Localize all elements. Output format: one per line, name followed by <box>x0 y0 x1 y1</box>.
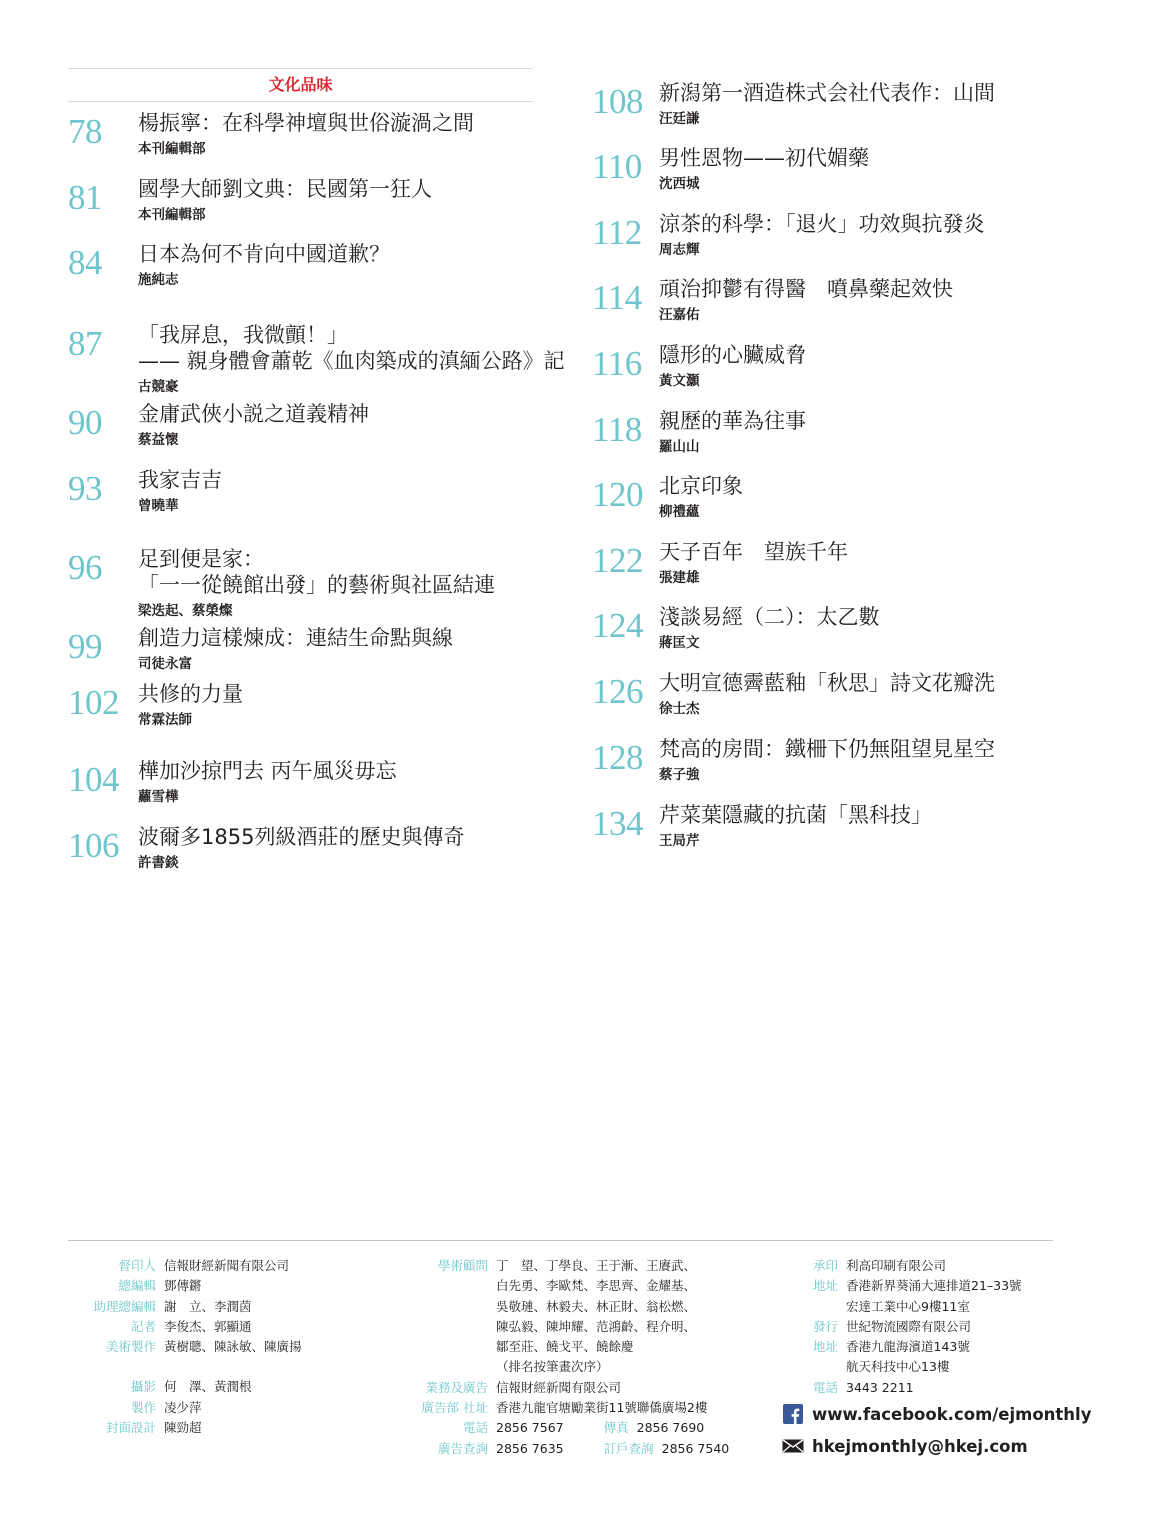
page-number: 116 <box>592 344 642 383</box>
page-number: 124 <box>592 606 643 645</box>
page-number: 102 <box>68 683 119 722</box>
masthead-label <box>400 1297 488 1317</box>
article-author: 汪廷謙 <box>659 111 700 127</box>
article-title-line: 樺加沙掠門去 丙午風災毋忘 <box>138 759 397 783</box>
masthead-value: 陳弘毅、陳坤耀、范鴻齡、程介明、 <box>496 1318 697 1334</box>
article-author: 許書錟 <box>138 855 179 871</box>
page-number: 84 <box>68 243 102 282</box>
page-number: 110 <box>592 147 642 186</box>
article-title <box>138 546 495 598</box>
masthead-label: 廣告部 社址 <box>421 1400 488 1416</box>
masthead-row <box>400 1337 729 1357</box>
page-number: 93 <box>68 469 102 508</box>
facebook-link[interactable] <box>782 1404 1091 1424</box>
article-title <box>659 473 743 499</box>
masthead-label <box>400 1337 488 1357</box>
masthead-label: 地址 <box>812 1278 838 1294</box>
article-title-line: 足到便是家： <box>138 547 264 571</box>
page-number: 90 <box>68 403 102 442</box>
masthead-label: 封面設計 <box>105 1420 156 1436</box>
masthead-label: 電話 <box>812 1379 838 1395</box>
masthead-row <box>400 1317 729 1337</box>
envelope-icon <box>782 1436 804 1456</box>
article-author: 蔣匡文 <box>659 635 700 651</box>
masthead-value: 吳敬璉、林毅夫、林正財、翁松燃、 <box>496 1298 697 1314</box>
masthead-label: 督印人 <box>118 1258 156 1273</box>
article-title <box>138 401 369 427</box>
masthead-value: 香港九龍官塘勵業街11號聯僑廣場2樓 <box>496 1400 708 1416</box>
article-author: 柳禮蘊 <box>659 504 700 520</box>
masthead-row <box>790 1256 1022 1276</box>
article-author: 本刊編輯部 <box>138 207 206 223</box>
masthead-value: 鄒至莊、饒戈平、饒餘慶 <box>496 1339 634 1355</box>
masthead-value: 陳勁超 <box>164 1420 202 1436</box>
masthead-label: 業務及廣告 <box>425 1379 488 1395</box>
article-title-line: 涼茶的科學：「退火」功效與抗發炎 <box>659 212 985 236</box>
masthead-row <box>400 1378 729 1398</box>
masthead-row <box>80 1276 302 1296</box>
article-title <box>659 342 806 368</box>
article-title-line: 創造力這樣煉成：連結生命點與線 <box>138 626 453 650</box>
article-title <box>659 408 806 434</box>
article-title-line: 「一一從饒館出發」的藝術與社區結連 <box>138 573 495 597</box>
masthead-label <box>400 1357 488 1377</box>
article-author: 汪嘉佑 <box>659 307 700 323</box>
article-title-line: 「我屏息，我微顫！」 <box>138 323 348 347</box>
footer-divider <box>68 1240 1053 1241</box>
page-number: 108 <box>592 82 643 121</box>
masthead-row <box>80 1418 302 1438</box>
article-author: 常霖法師 <box>138 712 192 728</box>
masthead-label: 承印 <box>812 1258 838 1273</box>
masthead-label <box>400 1317 488 1337</box>
masthead-value: 謝 立、李潤茵 <box>164 1298 252 1314</box>
masthead-column-2 <box>400 1256 729 1459</box>
article-author: 施純志 <box>138 272 179 288</box>
masthead-value: 凌少萍 <box>164 1399 202 1415</box>
facebook-icon <box>782 1404 804 1424</box>
masthead-row <box>400 1256 729 1276</box>
article-author: 張建雄 <box>659 570 700 586</box>
masthead-label <box>790 1297 838 1317</box>
masthead-value <box>156 1357 164 1377</box>
masthead-value: 利高印刷有限公司 <box>846 1258 947 1273</box>
page-number: 104 <box>68 760 119 799</box>
masthead-row <box>790 1357 1022 1377</box>
article-title-line: 天子百年 望族千年 <box>659 540 848 564</box>
masthead-value: 2856 7540 <box>661 1440 730 1456</box>
masthead-row <box>790 1378 1022 1398</box>
masthead-row <box>400 1297 729 1317</box>
masthead-label: 發行 <box>812 1318 838 1334</box>
masthead-row <box>400 1357 729 1377</box>
page-number: 106 <box>68 826 119 865</box>
masthead-label: 廣告查詢 <box>437 1440 488 1456</box>
article-title-line: 楊振寧：在科學神壇與世俗漩渦之間 <box>138 111 474 135</box>
article-author: 古競豪 <box>138 379 179 395</box>
article-title-line: 頑治抑鬱有得醫 噴鼻藥起效快 <box>659 277 953 301</box>
masthead-row <box>790 1337 1022 1357</box>
article-title <box>138 322 565 374</box>
masthead-label: 製作 <box>130 1399 156 1415</box>
article-title-line: 我家吉吉 <box>138 468 222 492</box>
masthead-value: 白先勇、李歐梵、李思齊、金耀基、 <box>496 1278 697 1294</box>
masthead-value: 2856 7690 <box>636 1420 705 1436</box>
masthead-row <box>80 1357 302 1377</box>
page-number: 87 <box>68 324 102 363</box>
article-author: 周志輝 <box>659 242 700 258</box>
masthead-column-3 <box>790 1256 1022 1398</box>
article-title-line: 男性恩物——初代媚藥 <box>659 146 869 170</box>
masthead-value: 何 澤、黃潤根 <box>164 1379 252 1395</box>
article-author: 羅山山 <box>659 439 700 455</box>
article-title <box>138 467 222 493</box>
masthead-row <box>80 1337 302 1357</box>
masthead-value: 2856 7635 <box>496 1440 564 1456</box>
article-title-line: 芹菜葉隱藏的抗菌「黑科技」 <box>659 803 932 827</box>
masthead-row <box>790 1297 1022 1317</box>
article-title <box>659 211 985 237</box>
article-title-line: 新潟第一酒造株式会社代表作：山間 <box>659 81 995 105</box>
masthead-value: 宏達工業中心9樓11室 <box>846 1298 970 1314</box>
article-author: 沈西城 <box>659 176 700 192</box>
masthead-label: 地址 <box>812 1339 838 1355</box>
article-title-line: 親歷的華為往事 <box>659 409 806 433</box>
masthead-label <box>790 1357 838 1377</box>
masthead-row <box>400 1398 729 1418</box>
article-title <box>138 110 474 136</box>
article-title <box>138 176 432 202</box>
masthead-label <box>400 1276 488 1296</box>
page-number: 134 <box>592 804 643 843</box>
article-title-line: 波爾多1855列級酒莊的歷史與傳奇 <box>138 825 465 849</box>
article-title <box>138 824 464 850</box>
article-title <box>659 145 869 171</box>
article-title-line: 日本為何不肯向中國道歉？ <box>138 242 390 266</box>
article-author: 蘿雪樺 <box>138 789 179 805</box>
article-title <box>138 241 390 267</box>
masthead-row <box>400 1439 729 1459</box>
email-address[interactable]: hkejmonthly@hkej.com <box>812 1436 1028 1456</box>
masthead-value: 世紀物流國際有限公司 <box>846 1318 972 1334</box>
masthead-label: 訂戶查詢 <box>603 1440 654 1456</box>
masthead-row <box>400 1418 729 1438</box>
page-number: 96 <box>68 548 102 587</box>
article-title <box>659 802 932 828</box>
article-title-line: 國學大師劉文典：民國第一狂人 <box>138 177 432 201</box>
masthead-value: 香港九龍海濱道143號 <box>846 1339 970 1355</box>
article-title-line: —— 親身體會蕭乾《血肉築成的滇緬公路》記 <box>138 349 565 373</box>
article-title <box>138 758 397 784</box>
masthead-row <box>80 1256 302 1276</box>
masthead-label: 攝影 <box>130 1379 156 1395</box>
article-title <box>138 625 453 651</box>
masthead-row <box>80 1317 302 1337</box>
article-title <box>138 681 243 707</box>
article-title <box>659 80 995 106</box>
masthead-row <box>790 1317 1022 1337</box>
masthead-value: 3443 2211 <box>846 1379 914 1395</box>
masthead-label: 電話 <box>462 1420 488 1436</box>
masthead-row <box>790 1276 1022 1296</box>
article-title <box>659 276 953 302</box>
masthead-column-1 <box>80 1256 302 1438</box>
masthead-label <box>80 1357 156 1377</box>
article-author: 蔡益懷 <box>138 432 179 448</box>
masthead-value: 航天科技中心13樓 <box>846 1359 950 1375</box>
page-number: 78 <box>68 112 102 151</box>
masthead-row <box>80 1297 302 1317</box>
masthead-value: 丁 望、丁學良、王于漸、王賡武、 <box>496 1258 697 1273</box>
article-title-line: 淺談易經（二）：太乙數 <box>659 605 880 629</box>
article-title-line: 梵高的房間：鐵柵下仍無阻望見星空 <box>659 737 995 761</box>
article-title-line: 隱形的心臟威脅 <box>659 343 806 367</box>
article-title <box>659 670 995 696</box>
page-number: 122 <box>592 541 643 580</box>
masthead-row <box>400 1276 729 1296</box>
page-number: 128 <box>592 738 643 777</box>
masthead-label: 總編輯 <box>118 1278 156 1294</box>
masthead-value: 黃樹聰、陳詠敏、陳廣揚 <box>164 1339 302 1355</box>
article-title-line: 共修的力量 <box>138 682 243 706</box>
masthead-row <box>80 1398 302 1418</box>
article-author: 本刊編輯部 <box>138 141 206 157</box>
page-number: 118 <box>592 410 642 449</box>
masthead-value: 鄧傳鏘 <box>164 1278 202 1294</box>
masthead-value: （排名按筆畫次序） <box>496 1359 609 1375</box>
masthead-row <box>80 1377 302 1397</box>
page-number: 99 <box>68 627 102 666</box>
page-number: 120 <box>592 475 643 514</box>
email-link[interactable] <box>782 1436 1028 1456</box>
article-author: 徐士杰 <box>659 701 700 717</box>
article-title <box>659 604 880 630</box>
article-title <box>659 539 848 565</box>
masthead-label: 傳真 <box>603 1420 629 1436</box>
masthead-label: 美術製作 <box>105 1339 156 1355</box>
masthead-value: 信報財經新聞有限公司 <box>496 1379 622 1395</box>
section-title: 文化品味 <box>68 68 533 102</box>
article-title <box>659 736 995 762</box>
page-number: 81 <box>68 178 102 217</box>
article-author: 曾曉華 <box>138 498 179 514</box>
page-number: 112 <box>592 213 642 252</box>
masthead-label: 學術顧問 <box>437 1258 488 1273</box>
article-title-line: 北京印象 <box>659 474 743 498</box>
masthead-value: 李俊杰、郭顯通 <box>164 1318 252 1334</box>
article-author: 司徒永富 <box>138 656 192 672</box>
article-author: 王局芹 <box>659 833 700 849</box>
masthead-label: 記者 <box>130 1318 156 1334</box>
article-author: 黃文灝 <box>659 373 700 389</box>
masthead-label: 助理總編輯 <box>93 1298 156 1314</box>
masthead-value: 2856 7567 <box>496 1420 564 1436</box>
page-number: 126 <box>592 672 643 711</box>
masthead-value: 香港新界葵涌大連排道21–33號 <box>846 1278 1022 1294</box>
article-author: 蔡子強 <box>659 767 700 783</box>
masthead-value: 信報財經新聞有限公司 <box>164 1258 290 1273</box>
article-title-line: 金庸武俠小説之道義精神 <box>138 402 369 426</box>
article-title-line: 大明宣德霽藍釉「秋思」詩文花瓣洗 <box>659 671 995 695</box>
article-author: 梁迭起、蔡榮燦 <box>138 603 233 619</box>
page-number: 114 <box>592 278 642 317</box>
facebook-url[interactable]: www.facebook.com/ejmonthly <box>812 1404 1092 1424</box>
